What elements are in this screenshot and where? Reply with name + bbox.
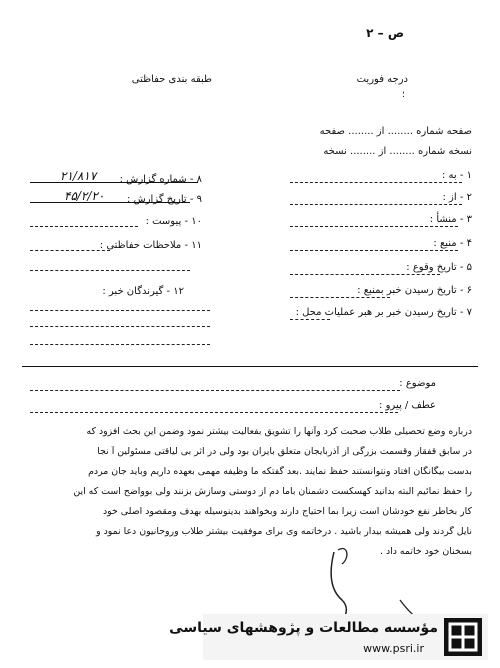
to-field-line	[290, 182, 462, 183]
copy-number-field: نسخه شماره ........ از ........ نسخه	[323, 146, 472, 157]
page-number: ص – ۲	[366, 26, 404, 40]
report-date-line	[30, 202, 190, 203]
security-notes-line-1	[30, 250, 110, 251]
receipt-date-line	[290, 297, 390, 298]
recipients-line-3	[30, 344, 210, 345]
watermark-url: www.psri.ir	[363, 642, 424, 655]
body-line-6: نایل گردند ولی همیشه بیدار باشید . درخاتمه وی برای موفقیت بیشتر طلاب وروحانیون دعا نمود و	[96, 526, 472, 537]
ops-date-label: ۷ - تاریخ رسیدن خبر بر هبر عملیات محل :	[295, 307, 472, 318]
separator-line	[22, 366, 478, 367]
recipients-line-1	[30, 310, 210, 311]
subject-label: موضوع :	[399, 378, 436, 389]
body-line-5: کار بخاطر نفع خودشان است زیرا بما احتیاج دارند وبخواهند بدینوسیله بهدف ومقصود اصلی خود	[103, 506, 472, 517]
report-number-line	[30, 182, 198, 183]
urgency-mark: ؛	[402, 90, 405, 100]
ops-date-line	[290, 319, 330, 320]
reference-line	[30, 412, 398, 413]
attachment-label: ۱۰ - پیوست :	[145, 216, 202, 227]
origin-field-label: ۳ - منشأ :	[429, 214, 472, 225]
logo-icon	[444, 618, 482, 656]
event-date-line	[290, 274, 440, 275]
security-notes-line-2	[30, 270, 190, 271]
receipt-date-label: ۶ - تاریخ رسیدن خبر بمنبع :	[357, 285, 472, 296]
source-field-label: ۴ - منبع :	[433, 238, 472, 249]
recipients-label: ۱۲ - گیرندگان خبر :	[102, 286, 184, 297]
urgency-label: درجه فوریت	[356, 74, 408, 85]
body-line-7: بسخنان خود خاتمه داد .	[380, 546, 472, 557]
attachment-line	[30, 226, 138, 227]
recipients-line-2	[30, 326, 210, 327]
to-field-label: ۱ - به :	[441, 170, 472, 181]
body-line-3: بدست بیگانگان افتاد ونتوانستند حفظ نمایند .بعد گفتکه ما وظیفه مهمی بعهده داریم وباید جان مردم	[88, 466, 472, 477]
report-number-value: ۲۱/۸۱۷	[60, 169, 97, 183]
watermark-org-name: مؤسسه مطالعات و پژوهشهای سیاسی	[169, 620, 438, 636]
from-field-line	[290, 204, 462, 205]
from-field-label: ۲ - از :	[442, 192, 472, 203]
security-notes-label: ۱۱ - ملاحظات حفاظتی :	[99, 240, 202, 251]
report-number-label: ۸ - شماره گزارش :	[119, 174, 202, 185]
report-date-label: ۹ - تاریخ گزارش :	[126, 194, 202, 205]
watermark	[169, 614, 488, 660]
body-line-1: درباره وضع تحصیلی طلاب صحبت کرد وآنها را تشویق بفعالیت بیشتر نمود وضمن این بحث افزود که	[86, 426, 472, 437]
origin-field-line	[290, 226, 458, 227]
report-date-value: ۴۵/۲/۲۰	[64, 189, 105, 203]
reference-label: عطف / پیرو :	[379, 400, 436, 411]
classification-label: طبقه بندی حفاظتی	[131, 74, 212, 85]
source-field-line	[290, 250, 458, 251]
page-number-field: صفحه شماره ........ از ........ صفحه	[319, 126, 472, 137]
body-line-2: در سابق قفقاز وقسمت بزرگی از آذربایجان متعلق بایران بود ولی در اثر بی لیاقتی مسئولین آ نجا	[97, 446, 472, 457]
subject-line	[30, 390, 400, 391]
body-line-4: را حفظ نمائیم البته بدانید کهسکست دشمنان باما دم از دوستی وسازش بزنند ولی بوواضح است که این	[73, 486, 472, 497]
event-date-label: ۵ - تاریخ وقوع :	[406, 262, 472, 273]
